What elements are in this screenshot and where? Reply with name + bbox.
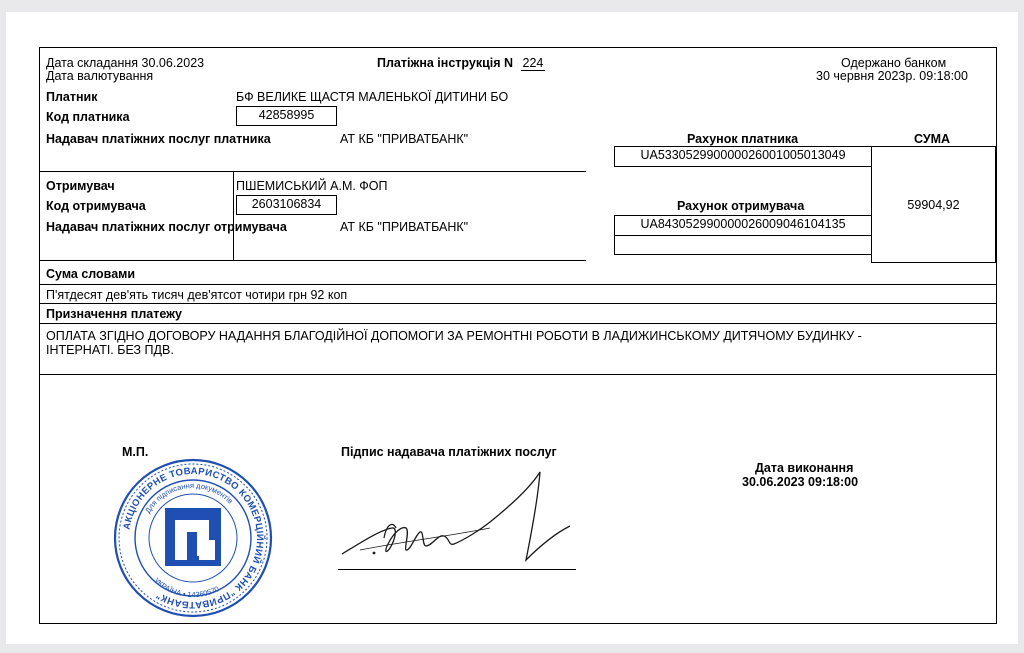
signature-label: Підпис надавача платіжних послуг bbox=[341, 445, 557, 459]
payer-label: Платник bbox=[46, 90, 98, 104]
recipient-account-field: UA843052990000026009046104135 bbox=[614, 215, 872, 236]
purpose-label: Призначення платежу bbox=[46, 307, 182, 321]
amount-label: СУМА bbox=[914, 132, 951, 146]
divider bbox=[40, 171, 586, 172]
payer-code-label: Код платника bbox=[46, 110, 130, 124]
payer-provider: АТ КБ "ПРИВАТБАНК" bbox=[340, 132, 469, 146]
signature-image bbox=[340, 458, 580, 578]
received-datetime: 30 червня 2023р. 09:18:00 bbox=[816, 69, 968, 83]
bank-stamp bbox=[111, 456, 275, 620]
received-label: Одержано банком bbox=[841, 56, 947, 70]
divider bbox=[233, 171, 234, 261]
payer-account-label: Рахунок платника bbox=[687, 132, 799, 146]
recipient-name: ПШЕМИСЬКИЙ А.М. ФОП bbox=[236, 179, 388, 193]
payment-instruction-form bbox=[39, 47, 997, 624]
recipient-code-label: Код отримувача bbox=[46, 199, 146, 213]
stamp-inner-text: Для підписання документів bbox=[143, 480, 235, 515]
privatbank-logo-icon bbox=[165, 508, 221, 566]
recipient-label: Отримувач bbox=[46, 179, 115, 193]
instruction-title bbox=[377, 56, 545, 70]
payer-account-field: UA533052990000026001005013049 bbox=[614, 146, 872, 167]
divider bbox=[40, 260, 586, 261]
payer-name: БФ ВЕЛИКЕ ЩАСТЯ МАЛЕНЬКОЇ ДИТИНИ БО bbox=[236, 90, 509, 104]
instruction-number: 224 bbox=[522, 56, 544, 70]
divider bbox=[40, 374, 997, 375]
stamp-outer-text: АКЦІОНЕРНЕ ТОВАРИСТВО КОМЕРЦІЙНИЙ БАНК "ПРИВАТБАНК" bbox=[121, 465, 266, 611]
recipient-provider-label: Надавач платіжних послуг отримувача bbox=[46, 220, 287, 234]
payer-code-field: 42858995 bbox=[236, 106, 337, 126]
exec-label: Дата виконання bbox=[755, 461, 854, 475]
stamp-bottom-text: УКРАЇНА • 14360570 bbox=[152, 575, 221, 600]
recipient-account-label: Рахунок отримувача bbox=[677, 199, 805, 213]
instruction-label: Платіжна інструкція N bbox=[377, 56, 514, 70]
amount-field: 59904,92 bbox=[871, 146, 996, 263]
recipient-code-field: 2603106834 bbox=[236, 195, 337, 215]
sum-words-label: Сума словами bbox=[46, 267, 136, 281]
value-date-label: Дата валютування bbox=[46, 69, 154, 83]
divider bbox=[40, 323, 997, 324]
recipient-account-extra-field bbox=[614, 235, 872, 255]
divider bbox=[40, 284, 997, 285]
exec-datetime: 30.06.2023 09:18:00 bbox=[742, 475, 859, 489]
purpose-line-1: ОПЛАТА ЗГІДНО ДОГОВОРУ НАДАННЯ БЛАГОДІЙНОЇ ДОПОМОГИ ЗА РЕМОНТНІ РОБОТИ В ЛАДИЖИНСЬКОМУ ДИТЯЧОМУ БУДИНКУ - bbox=[46, 329, 862, 343]
date-created: Дата складання 30.06.2023 bbox=[46, 56, 205, 70]
purpose-line-2: ІНТЕРНАТІ. БЕЗ ПДВ. bbox=[46, 343, 174, 357]
stamp-label: М.П. bbox=[122, 445, 149, 459]
recipient-provider: АТ КБ "ПРИВАТБАНК" bbox=[340, 220, 469, 234]
document-sheet bbox=[6, 12, 1018, 644]
divider bbox=[40, 303, 997, 304]
payer-provider-label: Надавач платіжних послуг платника bbox=[46, 132, 271, 146]
sum-words-value: П'ятдесят дев'ять тисяч дев'ятсот чотири грн 92 коп bbox=[46, 288, 348, 302]
